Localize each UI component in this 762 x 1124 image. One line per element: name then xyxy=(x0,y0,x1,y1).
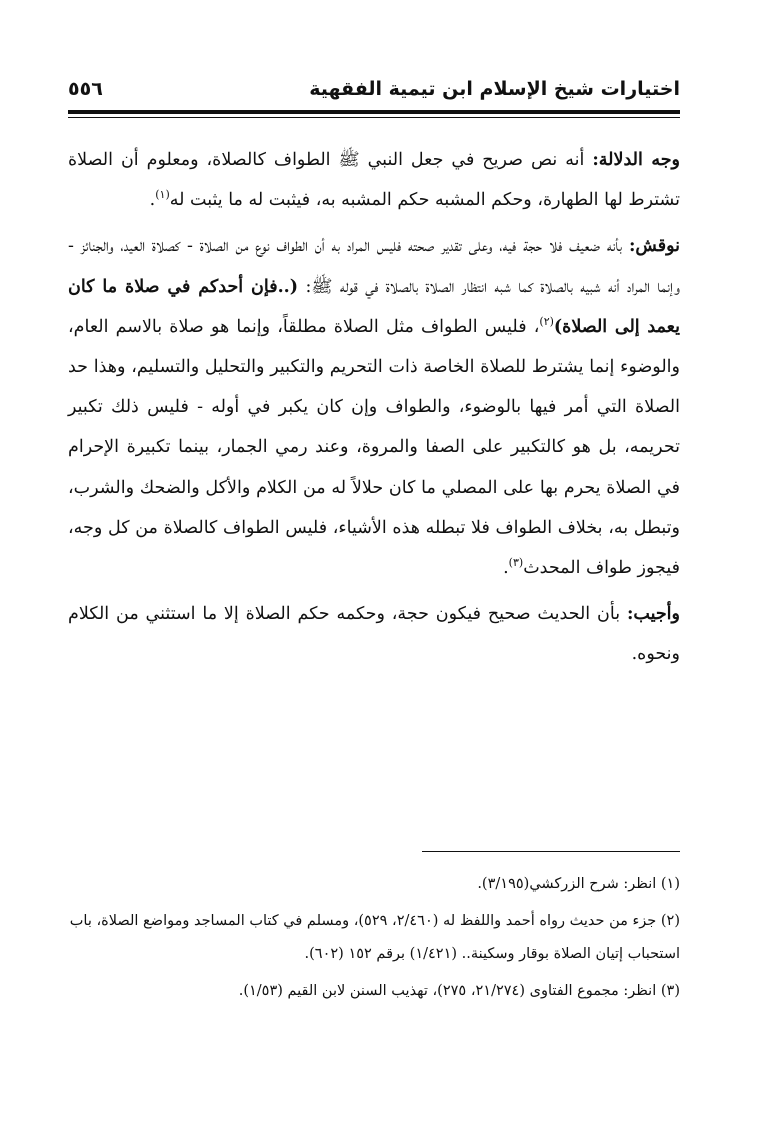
footnote-ref: (٢) xyxy=(539,314,554,328)
paragraph-tail: . xyxy=(149,190,156,211)
footnote-item: (٣) انظر: مجموع الفتاوى (٢١/٢٧٤، ٢٧٥)، تهذيب السنن لابن القيم (١/٥٣). xyxy=(238,983,680,999)
footnote-ref: (٣) xyxy=(508,556,524,570)
header-rule-thick xyxy=(68,110,680,114)
paragraph-text: أنه نص صريح في جعل النبي ﷺ الطواف كالصلاة، ومعلوم أن الصلاة تشترط لها الطهارة، وحكم المشبه حكم المشبه به، فيثبت له ما يثبت له xyxy=(68,150,680,211)
footnote-ref: (١) xyxy=(155,188,170,202)
paragraph-objection xyxy=(68,226,680,588)
footnote-item: (٢) جزء من حديث رواه أحمد واللفظ له (٢/٤٦٠، ٥٢٩)، ومسلم في كتاب المساجد ومواضع الصلاة، باب استحباب إتيان الصلاة بوقار وسكينة.. (١/٤٢١) برقم ١٥٢ (٦٠٢). xyxy=(69,913,680,962)
hadith-quote: (..فإن أحدكم في صلاة ما كان يعمد إلى الصلاة) xyxy=(68,276,680,337)
running-header xyxy=(68,74,680,110)
main-text xyxy=(68,140,680,675)
paragraph-evidence xyxy=(68,140,680,220)
header-rule-thin xyxy=(68,117,680,118)
book-title: اختيارات شيخ الإسلام ابن تيمية الفقهية xyxy=(309,78,680,100)
paragraph-lead: وأجيب: xyxy=(626,604,680,625)
paragraph-response xyxy=(68,594,680,674)
paragraph-text-continued: ، فليس الطواف مثل الصلاة مطلقاً، وإنما هو صلاة بالاسم العام، والوضوء إنما يشترط للصلاة الخاصة ذات التحريم والتكبير والتحليل والتسليم، وهذا حد الصلاة التي أمر فيها بالوضوء، والطواف وإن كان يكبر في أوله - فليس ذلك تكبير تحريمه، بل هو كالتكبير على الصفا والمروة، وعند رمي الجمار، بينما تكبيرة الإحرام في الصلاة يحرم بها على المصلي ما كان حلالاً له من الكلام والأكل والضحك والشرب، وتبطل به، بخلاف الطواف فلا تبطله هذه الأشياء، فليس الطواف كالصلاة من كل وجه، فيجوز طواف المحدث xyxy=(68,316,680,579)
footnotes xyxy=(68,868,680,1008)
paragraph-text: بأنه ضعيف فلا حجة فيه، وعلى تقدير صحته فليس المراد به أن الطواف نوع من الصلاة - كصلاة العيد، والجنائز - وإنما المراد أنه شبيه بالصلاة كما شبه انتظار الصلاة بالصلاة في قوله ﷺ: xyxy=(68,236,680,297)
page-number: ٥٥٦ xyxy=(68,78,103,100)
footnote-separator xyxy=(422,851,680,852)
footnote-item: (١) انظر: شرح الزركشي(٣/١٩٥). xyxy=(477,876,680,892)
paragraph-text: بأن الحديث صحيح فيكون حجة، وحكمه حكم الصلاة إلا ما استثني من الكلام ونحوه. xyxy=(68,604,680,665)
paragraph-tail: . xyxy=(503,558,509,579)
paragraph-lead: نوقش: xyxy=(628,236,680,257)
paragraph-lead: وجه الدلالة: xyxy=(592,150,680,170)
